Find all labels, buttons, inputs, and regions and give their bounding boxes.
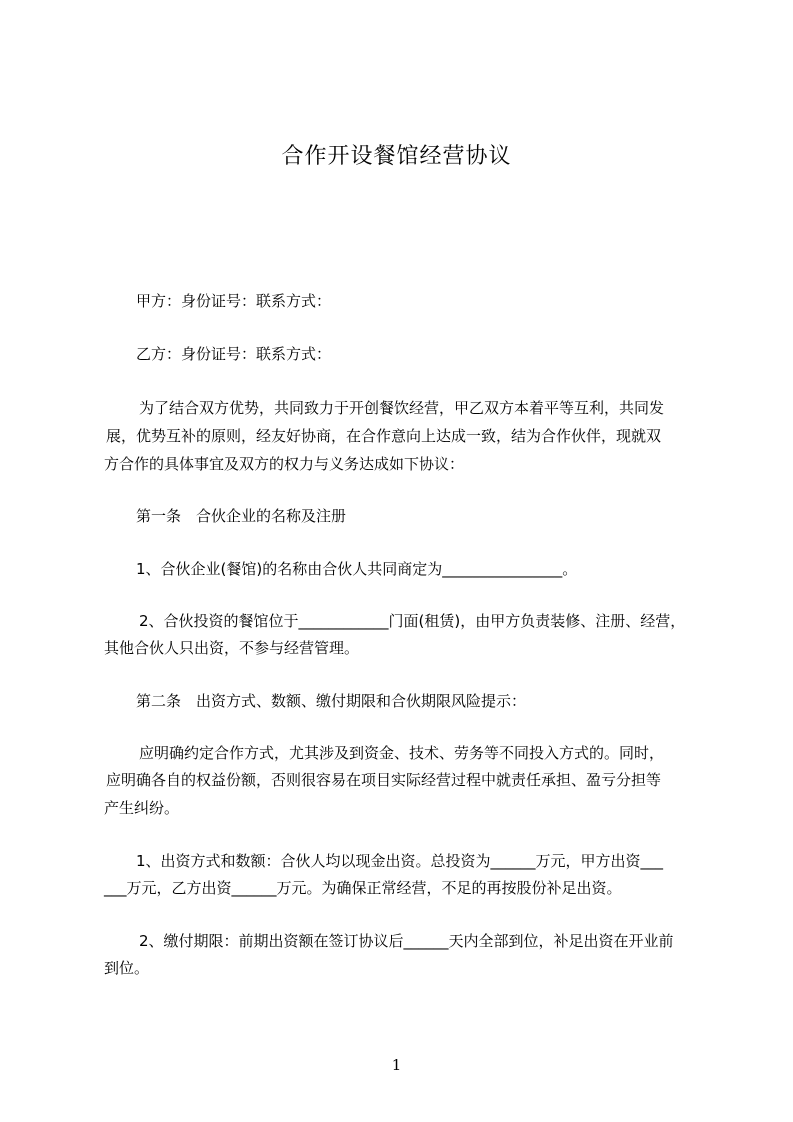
- article-1-item-2-line-2: 其他合伙人只出资，不参与经营管理。: [104, 639, 360, 657]
- intro-line-1: 为了结合双方优势，共同致力于开创餐饮经营，甲乙双方本着平等互利，共同发: [139, 399, 665, 417]
- intro-line-3: 方合作的具体事宜及双方的权力与义务达成如下协议：: [104, 455, 465, 473]
- document-title: 合作开设餐馆经营协议: [281, 144, 512, 169]
- article-2-item-1-line-1: 1、出资方式和数额：合伙人均以现金出资。总投资为______万元，甲方出资___: [136, 852, 664, 870]
- article-2-item-2-line-1: 2、缴付期限：前期出资额在签订协议后______天内全部到位，补足出资在开业前: [139, 932, 674, 950]
- page-number: 1: [391, 1056, 402, 1074]
- risk-line-1: 应明确约定合作方式，尤其涉及到资金、技术、劳务等不同投入方式的。同时，: [139, 744, 665, 762]
- article-1-item-2-line-1: 2、合伙投资的餐馆位于____________门面(租赁)，由甲方负责装修、注册、经营，: [139, 612, 686, 630]
- party-a-line: 甲方：身份证号：联系方式：: [136, 292, 332, 310]
- risk-line-2: 应明确各自的权益份额，否则很容易在项目实际经营过程中就责任承担、盈亏分担等: [106, 771, 662, 789]
- intro-line-2: 展，优势互补的原则，经友好协商，在合作意向上达成一致，结为合作伙伴，现就双: [106, 427, 662, 445]
- article-1-heading: 第一条 合伙企业的名称及注册: [136, 507, 347, 525]
- article-2-item-1-line-2: ___万元，乙方出资______万元。为确保正常经营，不足的再按股份补足出资。: [104, 879, 622, 897]
- article-2-item-2-line-2: 到位。: [104, 959, 150, 977]
- party-b-line: 乙方：身份证号：联系方式：: [136, 345, 332, 363]
- article-1-item-1: 1、合伙企业(餐馆)的名称由合伙人共同商定为________________。: [136, 560, 578, 578]
- risk-line-3: 产生纠纷。: [104, 799, 180, 817]
- article-2-heading: 第二条 出资方式、数额、缴付期限和合伙期限风险提示：: [136, 692, 527, 710]
